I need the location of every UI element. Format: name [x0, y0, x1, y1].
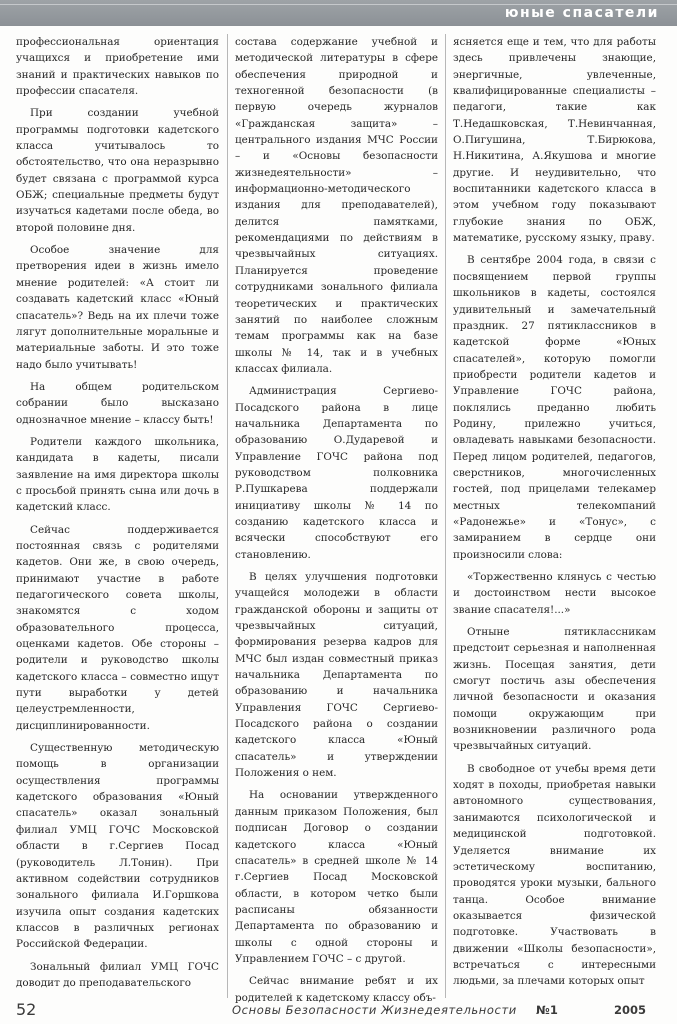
paragraph: При создании учебной программы подготовки кадетского класса учитывалось то обстоятельство, что она неразрывно будет связана с программой курса ОБЖ; специальные предметы будут изучаться кадетами после обеда, во второй половине дня.	[16, 107, 219, 234]
issue-year: 2005	[614, 1003, 647, 1017]
paragraph: В целях улучшения подготовки учащейся молодежи в области гражданской обороны и защиты от чрезвычайных ситуаций, формирования резерва кадров для МЧС был издан совместный приказ начальника Департамента по образованию и начальника Управления ГОЧС Сергиево-Посадского района о создании кадетского класса «Юный спасатель» и утверждении Положения о нем.	[235, 571, 438, 780]
paragraph: Отныне пятиклассникам предстоит серьезная и наполненная жизнь. Посещая занятия, дети смогут постичь азы обеспечения личной безопасности и оказания помощи окружающим при возникновении различного рода чрезвычайных ситуаций.	[453, 626, 656, 753]
text-column-1	[16, 34, 219, 992]
paragraph: Сейчас поддерживается постоянная связь с родителями кадетов. Они же, в свою очередь, принимают участие в работе педагогического совета школы, знакомятся с ходом образовательного процесса, оценками кадетов. Обе стороны – родители и руководство школы кадетского класса – совместно ищут пути выработки у детей целеустремленности, дисциплинированности.	[16, 523, 219, 732]
issue-number: №1	[536, 1003, 558, 1017]
paragraph: Сейчас внимание ребят и их родителей к кадетскому классу объ-	[235, 975, 438, 1004]
paragraph: В сентябре 2004 года, в связи с посвящением первой группы школьников в кадеты, состоялся удивительный и замечательный праздник. 27 пятиклассников в кадетской форме «Юных спасателей», которую помогли приобрести родители кадетов и Управление ГОЧС района, поклялись преданно любить Родину, прилежно учиться, овладевать навыками безопасности. Перед лицом родителей, педагогов, сверстников, многочисленных гостей, под прицелами телекамер местных телекомпаний «Радонежье» и «Тонус», с замиранием в сердце они произносили слова:	[453, 254, 656, 561]
paragraph: Зональный филиал УМЦ ГОЧС доводит до преподавательского	[16, 960, 219, 989]
section-title: юные спасатели	[504, 5, 659, 21]
text-column-2	[235, 34, 438, 1004]
paragraph: профессиональная ориентация учащихся и приобретение ими знаний и практических навыков по профессии спасателя.	[16, 36, 219, 98]
page-number: 52	[16, 1000, 37, 1019]
paragraph: Особое значение для претворения идеи в жизнь имело мнение родителей: «А стоит ли создавать кадетский класс «Юный спасатель»? Ведь на их плечи тоже лягут дополнительные моральные и материальные заботы. И это тоже надо было учитывать!	[16, 244, 219, 371]
section-header-bar	[0, 0, 677, 26]
journal-title: Основы Безопасности Жизнедеятельности	[232, 1003, 517, 1017]
column-divider	[445, 34, 446, 998]
paragraph: На общем родительском собрании было высказано однозначное мнение – классу быть!	[16, 380, 219, 426]
paragraph: В свободное от учебы время дети ходят в походы, приобретая навыки автономного существования, занимаются психологической и медицинской подготовкой. Уделяется внимание их эстетическому воспитанию, проводятся уроки музыки, бального танца. Особое внимание оказывается физической подготовке. Участвовать в движении «Школы безопасности», встречаться с интересными людьми, за плечами которых опыт	[453, 762, 656, 988]
page-footer	[0, 1000, 677, 1022]
paragraph: Администрация Сергиево-Посадского района в лице начальника Департамента по образованию О.Дударевой и Управление ГОЧС района под руководством полковника Р.Пушкарева поддержали инициативу школы № 14 по созданию кадетского класса и всячески способствуют его становлению.	[235, 385, 438, 561]
paragraph: ясняется еще и тем, что для работы здесь привлечены знающие, энергичные, увлеченные, квалифицированные специалисты – педагоги, такие как Т.Недашковская, Т.Невинчанная, О.Пигушина, Т.Бирюкова, Н.Никитина, А.Якушова и многие другие. И неудивительно, что воспитанники кадетского класса в этом учебном году показывают глубокие знания по ОБЖ, математике, русскому языку, праву.	[453, 36, 656, 245]
paragraph: На основании утвержденного данным приказом Положения, был подписан Договор о создании кадетского класса «Юный спасатель» в средней школе № 14 г.Сергиев Посад Московской области, в котором четко были расписаны обязанности Департамента по образованию и школы с одной стороны и Управлением ГОЧС – с другой.	[235, 789, 438, 965]
paragraph: состава содержание учебной и методической литературы в сфере обеспечения природной и техногенной безопасности (в первую очередь журналов «Гражданская защита» – центрального издания МЧС России – и «Основы безопасности жизнедеятельности» – информационно-методического издания для преподавателей), делится памятками, рекомендациями по действиям в чрезвычайных ситуациях. Планируется проведение сотрудниками зонального филиала теоретических и практических занятий по наиболее сложным темам программы как на базе школы № 14, так и в учебных классах филиала.	[235, 36, 438, 375]
paragraph: «Торжественно клянусь с честью и достоинством нести высокое звание спасателя!...»	[453, 571, 656, 616]
paragraph: Родители каждого школьника, кандидата в кадеты, писали заявление на имя директора школы с просьбой принять сына или дочь в кадетский класс.	[16, 435, 219, 514]
column-divider	[227, 34, 228, 998]
paragraph: Существенную методическую помощь в организации осуществления программы кадетского образования «Юный спасатель» оказал зональный филиал УМЦ ГОЧС Московской области в г.Сергиев Посад (руководитель Л.Тонин). При активном содействии сотрудников зонального филиала И.Горшкова изучила опыт создания кадетских классов в различных регионах Российской Федерации.	[16, 742, 219, 951]
text-column-3	[453, 34, 656, 992]
